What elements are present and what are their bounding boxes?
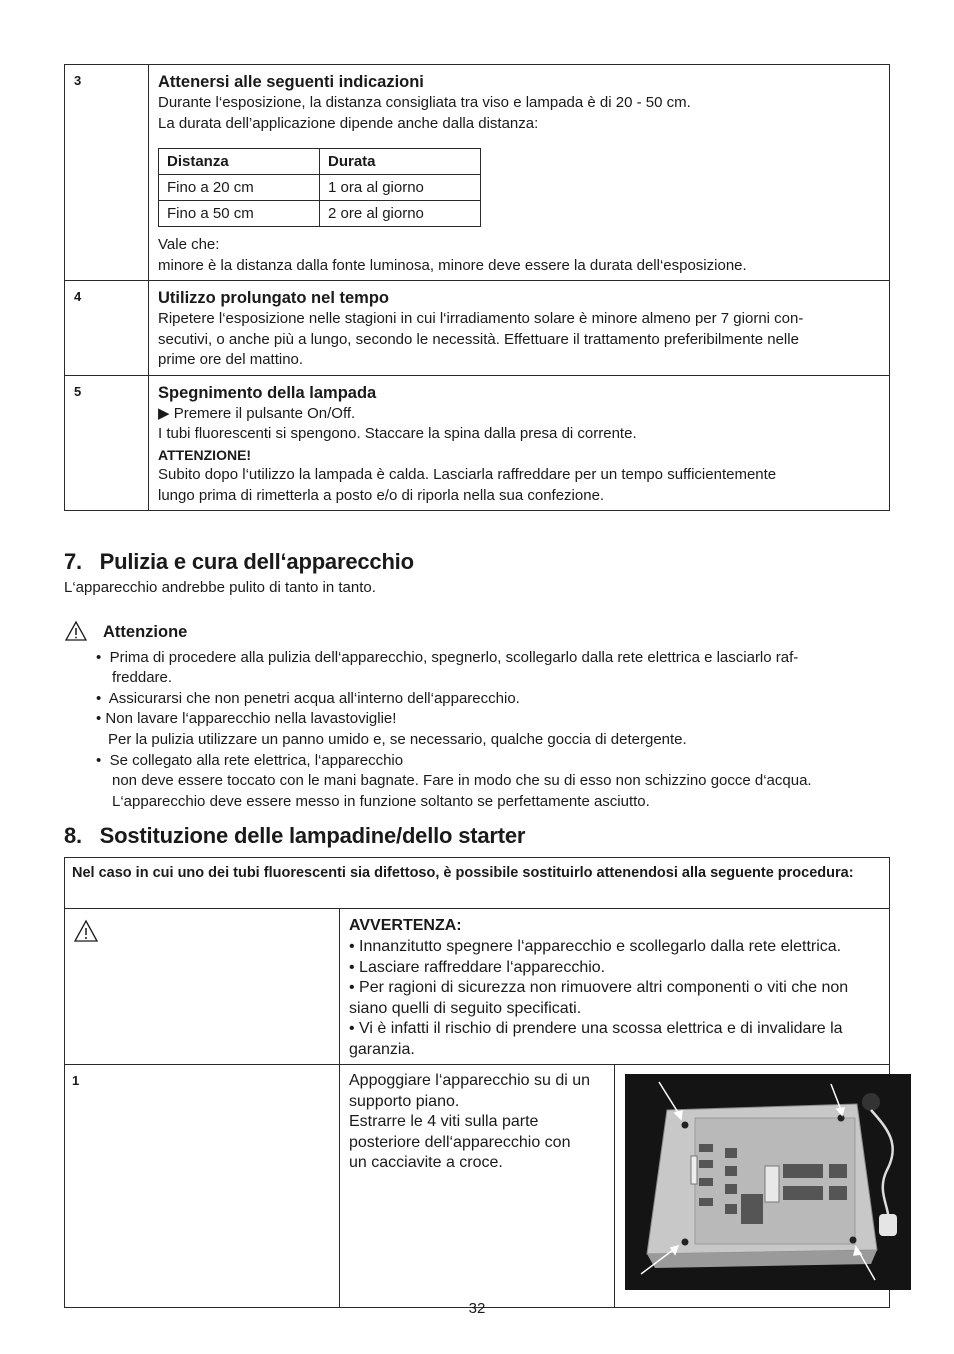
step-content	[149, 375, 890, 511]
table-row	[159, 175, 481, 201]
step-line: Vale che:	[158, 236, 220, 253]
list-item: L‘apparecchio deve essere messo in funzione soltanto se perfettamente asciutto.	[112, 793, 650, 810]
step-line: prime ore del mattino.	[158, 351, 304, 368]
replacement-table	[64, 857, 890, 1308]
step-title: Spegnimento della lampada	[158, 383, 377, 402]
step-line: Appoggiare l‘apparecchio su di un supporto piano.	[349, 1072, 591, 1110]
list-item: non deve essere toccato con le mani bagnate. Fare in modo che su di esso non schizzino gocce d‘acqua.	[112, 772, 812, 789]
table-cell: Fino a 20 cm	[159, 175, 320, 201]
warning-line: • Vi è infatti il rischio di prendere una scossa elettrica e di invalidare la garanzia.	[349, 1020, 843, 1058]
warning-line: • Innanzitutto spegnere l‘apparecchio e scollegarlo dalla rete elettrica.	[349, 938, 842, 955]
step-row	[65, 65, 890, 281]
step-line: I tubi fluorescenti si spengono. Staccare la spina dalla presa di corrente.	[158, 425, 637, 442]
list-item: • Assicurarsi che non penetri acqua all‘interno dell‘apparecchio.	[96, 690, 520, 707]
warning-cell	[65, 909, 340, 1065]
warning-content	[340, 909, 890, 1065]
list-item: • Non lavare l‘apparecchio nella lavastoviglie!	[96, 710, 397, 727]
step-line: un cacciavite a croce.	[349, 1154, 503, 1171]
list-item: • Se collegato alla rete elettrica, l‘apparecchio	[96, 752, 404, 769]
step-number: 1	[65, 1065, 340, 1308]
step-action: ▶ Premere il pulsante On/Off.	[158, 404, 356, 422]
caution-title: Attenzione	[103, 623, 188, 641]
step-content	[149, 65, 890, 281]
column-header: Durata	[320, 149, 481, 175]
warning-label: ATTENZIONE!	[158, 446, 252, 463]
photo-cell	[615, 1065, 890, 1308]
procedure-header: Nel caso in cui uno dei tubi fluorescenti sia difettoso, è possibile sostituirlo attenendosi alla seguente procedura:	[65, 858, 890, 909]
step-line: lungo prima di rimetterla a posto e/o di riporla nella sua confezione.	[158, 486, 605, 504]
step-content	[340, 1065, 615, 1308]
table-cell: Fino a 50 cm	[159, 201, 320, 227]
page-number: 32	[468, 1300, 486, 1317]
step-line: La durata dell’applicazione dipende anche dalla distanza:	[158, 114, 539, 132]
step-line: minore è la distanza dalla fonte luminosa, minore deve essere la durata dell‘esposizione.	[158, 256, 747, 274]
step-row	[65, 281, 890, 376]
step-line: Subito dopo l‘utilizzo la lampada è calda. Lasciarla raffreddare per un tempo sufficientemente	[158, 466, 777, 483]
table-cell: 2 ore al giorno	[320, 201, 481, 227]
section-heading: 7. Pulizia e cura dell‘apparecchio	[64, 549, 414, 574]
column-header: Distanza	[159, 149, 320, 175]
section-heading: 8. Sostituzione delle lampadine/dello starter	[64, 823, 526, 848]
distance-duration-table	[158, 148, 481, 227]
step-line: Ripetere l‘esposizione nelle stagioni in cui l‘irradiamento solare è minore almeno per 7 giorni con-	[158, 310, 804, 327]
step-content	[149, 281, 890, 376]
step-line: secutivi, o anche più a lungo, secondo le necessità. Effettuare il trattamento preferibilmente nelle	[158, 330, 799, 348]
step-title: Attenersi alle seguenti indicazioni	[158, 73, 424, 91]
step-line: Durante l‘esposizione, la distanza consigliata tra viso e lampada è di 20 - 50 cm.	[158, 94, 691, 111]
warning-triangle-icon	[64, 620, 88, 642]
step-line: Estrarre le 4 viti sulla parte posteriore dell‘apparecchio con	[349, 1113, 571, 1151]
warning-line: • Per ragioni di sicurezza non rimuovere altri componenti o viti che non siano quelli di seguito specificati.	[349, 979, 849, 1017]
step-title: Utilizzo prolungato nel tempo	[158, 289, 389, 307]
step-row	[65, 375, 890, 511]
warning-title: AVVERTENZA:	[349, 917, 462, 934]
list-item: • Prima di procedere alla pulizia dell‘apparecchio, spegnerlo, scollegarlo dalla rete elettrica e lasciarlo raf-	[96, 649, 799, 666]
table-cell: 1 ora al giorno	[320, 175, 481, 201]
table-row	[159, 201, 481, 227]
step-number: 3	[65, 65, 149, 281]
step-number: 4	[65, 281, 149, 376]
warning-triangle-icon	[73, 919, 99, 943]
device-back-photo	[625, 1074, 911, 1290]
step-number: 5	[65, 375, 149, 511]
list-item: freddare.	[112, 669, 173, 686]
list-item: Per la pulizia utilizzare un panno umido e, se necessario, qualche goccia di detergente.	[108, 731, 687, 748]
steps-table	[64, 64, 890, 511]
warning-line: • Lasciare raffreddare l‘apparecchio.	[349, 958, 606, 976]
section-intro: L‘apparecchio andrebbe pulito di tanto in tanto.	[64, 579, 376, 596]
